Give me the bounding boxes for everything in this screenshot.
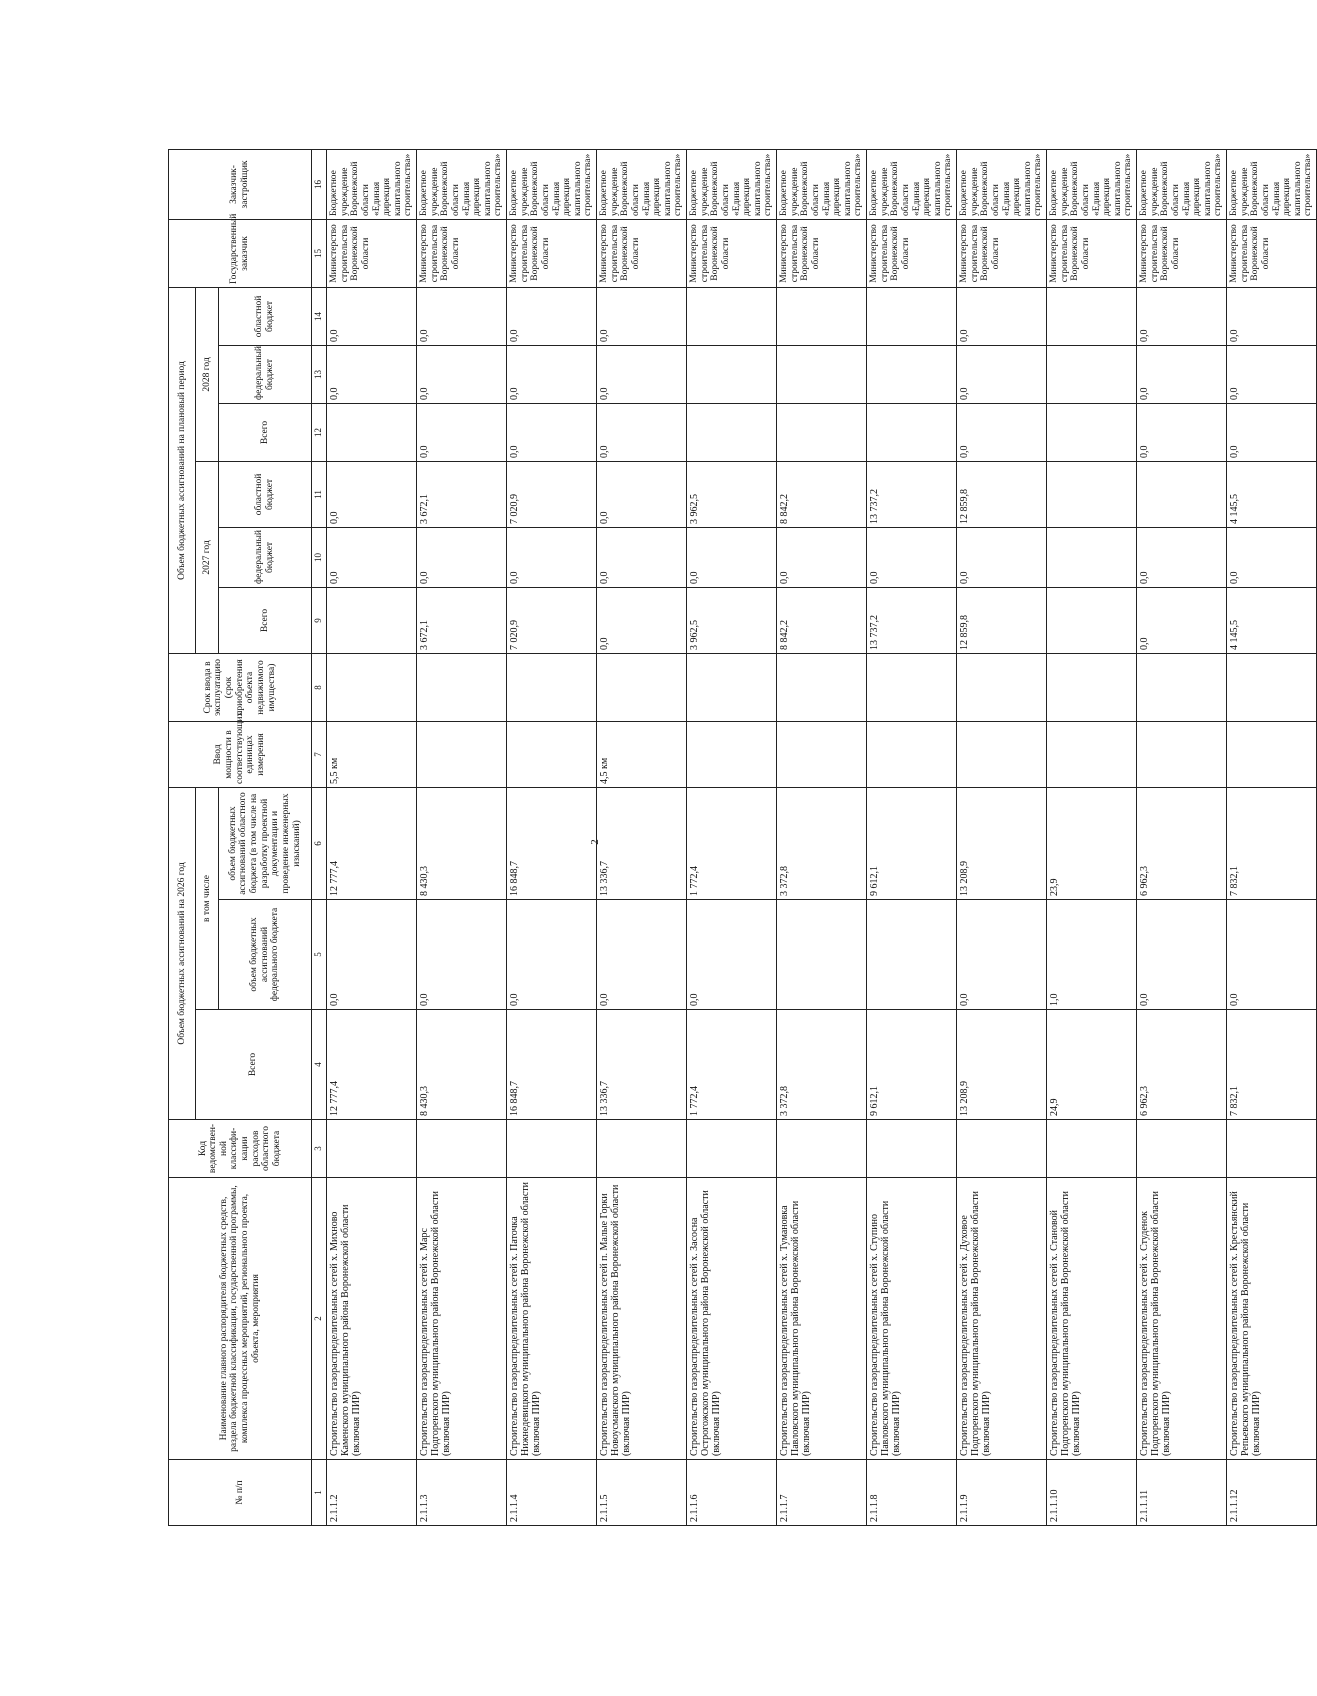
col-number: 14 xyxy=(312,287,327,345)
cell-deadline xyxy=(507,653,597,721)
cell-reg-2028 xyxy=(867,287,957,345)
cell-id: 2.1.1.10 xyxy=(1047,1460,1137,1526)
cell-fed-2027: 0,0 xyxy=(867,527,957,587)
cell-code xyxy=(867,1120,957,1178)
cell-total-2026: 3 372,8 xyxy=(777,1010,867,1120)
cell-reg-2028: 0,0 xyxy=(327,287,417,345)
table-row xyxy=(867,149,957,1525)
hdr-name: Наименование главного распорядителя бюджетных средств, раздела бюджетной классификации, государственной программы, комплекса процессных мероприятий, регионального проекта, объекта, мероприятия xyxy=(169,1178,312,1460)
cell-capacity xyxy=(1227,721,1317,787)
cell-fed-2026: 0,0 xyxy=(417,900,507,1010)
cell-fed-2026: 0,0 xyxy=(327,900,417,1010)
cell-reg-2026: 3 372,8 xyxy=(777,787,867,899)
cell-total-2027: 0,0 xyxy=(1137,587,1227,653)
col-number: 13 xyxy=(312,345,327,403)
cell-name: Строительство газораспределительных сетей п. Малые Горки Новоусманского муниципального района Воронежской области (включая ПИР) xyxy=(597,1178,687,1460)
cell-total-2028 xyxy=(687,403,777,461)
cell-fed-2027 xyxy=(1047,527,1137,587)
cell-owner: Министерство строительства Воронежской области xyxy=(417,219,507,287)
cell-reg-2028: 0,0 xyxy=(1137,287,1227,345)
hdr-code: Код ведомствен-ной классифи-кации расходов областного бюджета xyxy=(169,1120,312,1178)
col-number: 4 xyxy=(312,1010,327,1120)
cell-id: 2.1.1.11 xyxy=(1137,1460,1227,1526)
cell-reg-2026: 1 772,4 xyxy=(687,787,777,899)
cell-reg-2026: 9 612,1 xyxy=(867,787,957,899)
cell-total-2027: 7 020,9 xyxy=(507,587,597,653)
cell-total-2027: 0,0 xyxy=(597,587,687,653)
table-row xyxy=(777,149,867,1525)
cell-name: Строительство газораспределительных сетей х. Паточка Нижнедевицкого муниципального района Воронежской области (включая ПИР) xyxy=(507,1178,597,1460)
cell-fed-2028: 0,0 xyxy=(507,345,597,403)
cell-code xyxy=(327,1120,417,1178)
cell-fed-2026: 0,0 xyxy=(597,900,687,1010)
cell-total-2028: 0,0 xyxy=(597,403,687,461)
cell-capacity xyxy=(417,721,507,787)
col-number: 2 xyxy=(312,1178,327,1460)
cell-capacity xyxy=(1047,721,1137,787)
cell-fed-2028: 0,0 xyxy=(1227,345,1317,403)
table-row xyxy=(1227,149,1317,1525)
cell-owner: Министерство строительства Воронежской области xyxy=(1227,219,1317,287)
cell-customer: Бюджетное учреждение Воронежской области «Единая дирекция капитального строительства» xyxy=(867,149,957,219)
hdr-2027: 2027 год xyxy=(196,461,219,653)
cell-deadline xyxy=(327,653,417,721)
col-number: 16 xyxy=(312,149,327,219)
cell-name: Строительство газораспределительных сетей х. Ступино Павловского муниципального района Воронежской области (включая ПИР) xyxy=(867,1178,957,1460)
cell-reg-2028: 0,0 xyxy=(417,287,507,345)
hdr-reg-2027: областной бюджет xyxy=(219,461,312,527)
cell-name: Строительство газораспределительных сетей х. Тумановка Павловского муниципального района Воронежской области (включая ПИР) xyxy=(777,1178,867,1460)
cell-reg-2027: 13 737,2 xyxy=(867,461,957,527)
cell-fed-2028 xyxy=(687,345,777,403)
cell-name: Строительство газораспределительных сетей х. Марс Подгоренского муниципального района Воронежской области (включая ПИР) xyxy=(417,1178,507,1460)
table-row xyxy=(957,149,1047,1525)
cell-total-2027 xyxy=(1047,587,1137,653)
cell-reg-2026: 6 962,3 xyxy=(1137,787,1227,899)
cell-fed-2027: 0,0 xyxy=(597,527,687,587)
cell-owner: Министерство строительства Воронежской области xyxy=(777,219,867,287)
cell-fed-2028 xyxy=(777,345,867,403)
cell-reg-2026: 13 336,7 xyxy=(597,787,687,899)
cell-deadline xyxy=(867,653,957,721)
cell-deadline xyxy=(1047,653,1137,721)
cell-owner: Министерство строительства Воронежской области xyxy=(1047,219,1137,287)
table-row xyxy=(1047,149,1137,1525)
page-number: 2 xyxy=(588,839,601,845)
hdr-2028: 2028 год xyxy=(196,287,219,461)
cell-customer: Бюджетное учреждение Воронежской области «Единая дирекция капитального строительства» xyxy=(1137,149,1227,219)
cell-deadline xyxy=(1137,653,1227,721)
cell-capacity xyxy=(777,721,867,787)
cell-fed-2026: 0,0 xyxy=(1227,900,1317,1010)
hdr-customer: Заказчик-застройщик xyxy=(169,149,312,219)
cell-capacity xyxy=(1137,721,1227,787)
cell-total-2027: 4 145,5 xyxy=(1227,587,1317,653)
cell-total-2028 xyxy=(867,403,957,461)
table-body xyxy=(327,149,1317,1525)
hdr-total-2026: Всего xyxy=(196,1010,312,1120)
cell-fed-2028: 0,0 xyxy=(1137,345,1227,403)
cell-total-2028: 0,0 xyxy=(1227,403,1317,461)
col-number: 3 xyxy=(312,1120,327,1178)
cell-code xyxy=(957,1120,1047,1178)
table-header xyxy=(169,149,327,1525)
col-number: 9 xyxy=(312,587,327,653)
cell-code xyxy=(417,1120,507,1178)
cell-code xyxy=(507,1120,597,1178)
cell-total-2026: 16 848,7 xyxy=(507,1010,597,1120)
hdr-fed-2028: федеральный бюджет xyxy=(219,345,312,403)
cell-capacity xyxy=(867,721,957,787)
cell-customer: Бюджетное учреждение Воронежской области «Единая дирекция капитального строительства» xyxy=(777,149,867,219)
cell-customer: Бюджетное учреждение Воронежской области «Единая дирекция капитального строительства» xyxy=(597,149,687,219)
table-row xyxy=(327,149,417,1525)
cell-name: Строительство газораспределительных сетей х. Духовое Подгоренского муниципального района Воронежской области (включая ПИР) xyxy=(957,1178,1047,1460)
cell-capacity xyxy=(507,721,597,787)
col-number: 15 xyxy=(312,219,327,287)
cell-capacity xyxy=(957,721,1047,787)
rotated-table-wrapper xyxy=(168,150,1314,1526)
cell-total-2027: 8 842,2 xyxy=(777,587,867,653)
cell-customer: Бюджетное учреждение Воронежской области «Единая дирекция капитального строительства» xyxy=(1047,149,1137,219)
cell-owner: Министерство строительства Воронежской области xyxy=(597,219,687,287)
cell-id: 2.1.1.7 xyxy=(777,1460,867,1526)
table-row xyxy=(597,149,687,1525)
cell-fed-2028: 0,0 xyxy=(417,345,507,403)
cell-reg-2028: 0,0 xyxy=(1227,287,1317,345)
hdr-capacity: Ввод мощности в соответствующих единицах измерения xyxy=(169,721,312,787)
cell-code xyxy=(777,1120,867,1178)
cell-deadline xyxy=(777,653,867,721)
cell-reg-2026: 23,9 xyxy=(1047,787,1137,899)
cell-reg-2026: 7 832,1 xyxy=(1227,787,1317,899)
cell-owner: Министерство строительства Воронежской области xyxy=(1137,219,1227,287)
column-numbers-row xyxy=(312,149,327,1525)
table-row xyxy=(417,149,507,1525)
cell-name: Строительство газораспределительных сетей х. Становой Подгоренского муниципального района Воронежской области (включая ПИР) xyxy=(1047,1178,1137,1460)
cell-code xyxy=(1137,1120,1227,1178)
cell-reg-2027: 4 145,5 xyxy=(1227,461,1317,527)
col-number: 7 xyxy=(312,721,327,787)
col-number: 5 xyxy=(312,900,327,1010)
cell-customer: Бюджетное учреждение Воронежской области «Единая дирекция капитального строительства» xyxy=(417,149,507,219)
cell-code xyxy=(687,1120,777,1178)
cell-fed-2028 xyxy=(1047,345,1137,403)
table-row xyxy=(1137,149,1227,1525)
hdr-owner: Государственный заказчик xyxy=(169,219,312,287)
cell-reg-2027: 0,0 xyxy=(327,461,417,527)
cell-deadline xyxy=(597,653,687,721)
cell-code xyxy=(597,1120,687,1178)
cell-fed-2026: 0,0 xyxy=(687,900,777,1010)
cell-customer: Бюджетное учреждение Воронежской области «Единая дирекция капитального строительства» xyxy=(327,149,417,219)
cell-owner: Министерство строительства Воронежской области xyxy=(507,219,597,287)
hdr-num: № п/п xyxy=(169,1460,312,1526)
cell-deadline xyxy=(687,653,777,721)
cell-reg-2027 xyxy=(1137,461,1227,527)
cell-name: Строительство газораспределительных сетей х. Студенок Подгоренского муниципального района Воронежской области (включая ПИР) xyxy=(1137,1178,1227,1460)
cell-reg-2027: 3 962,5 xyxy=(687,461,777,527)
cell-fed-2026: 0,0 xyxy=(957,900,1047,1010)
cell-deadline xyxy=(1227,653,1317,721)
cell-fed-2026: 1,0 xyxy=(1047,900,1137,1010)
col-number: 8 xyxy=(312,653,327,721)
cell-fed-2027: 0,0 xyxy=(1137,527,1227,587)
cell-reg-2026: 8 430,3 xyxy=(417,787,507,899)
hdr-fed-2027: федеральный бюджет xyxy=(219,527,312,587)
cell-total-2027: 3 672,1 xyxy=(417,587,507,653)
cell-fed-2028: 0,0 xyxy=(597,345,687,403)
cell-owner: Министерство строительства Воронежской области xyxy=(957,219,1047,287)
cell-capacity: 5,5 км xyxy=(327,721,417,787)
cell-fed-2027: 0,0 xyxy=(687,527,777,587)
cell-id: 2.1.1.3 xyxy=(417,1460,507,1526)
cell-total-2026: 13 208,9 xyxy=(957,1010,1047,1120)
cell-total-2028 xyxy=(777,403,867,461)
cell-owner: Министерство строительства Воронежской области xyxy=(327,219,417,287)
cell-reg-2026: 16 848,7 xyxy=(507,787,597,899)
col-number: 1 xyxy=(312,1460,327,1526)
cell-fed-2027: 0,0 xyxy=(417,527,507,587)
cell-customer: Бюджетное учреждение Воронежской области «Единая дирекция капитального строительства» xyxy=(1227,149,1317,219)
cell-total-2026: 1 772,4 xyxy=(687,1010,777,1120)
cell-reg-2026: 12 777,4 xyxy=(327,787,417,899)
col-number: 11 xyxy=(312,461,327,527)
cell-code xyxy=(1227,1120,1317,1178)
cell-capacity: 4,5 км xyxy=(597,721,687,787)
cell-total-2028 xyxy=(1047,403,1137,461)
hdr-total-2028: Всего xyxy=(219,403,312,461)
hdr-group-plan: Объем бюджетных ассигнований на плановый период xyxy=(169,287,196,653)
hdr-reg-2028: областной бюджет xyxy=(219,287,312,345)
cell-id: 2.1.1.4 xyxy=(507,1460,597,1526)
cell-reg-2027: 7 020,9 xyxy=(507,461,597,527)
cell-fed-2027: 0,0 xyxy=(507,527,597,587)
cell-reg-2027 xyxy=(1047,461,1137,527)
cell-id: 2.1.1.12 xyxy=(1227,1460,1317,1526)
col-number: 12 xyxy=(312,403,327,461)
cell-reg-2028 xyxy=(1047,287,1137,345)
cell-reg-2028: 0,0 xyxy=(957,287,1047,345)
cell-reg-2028 xyxy=(687,287,777,345)
cell-reg-2027: 3 672,1 xyxy=(417,461,507,527)
cell-total-2026: 8 430,3 xyxy=(417,1010,507,1120)
cell-id: 2.1.1.6 xyxy=(687,1460,777,1526)
cell-id: 2.1.1.2 xyxy=(327,1460,417,1526)
cell-reg-2026: 13 208,9 xyxy=(957,787,1047,899)
hdr-deadline: Срок ввода в эксплуатацию (срок приобретения объекта недвижимого имущества) xyxy=(169,653,312,721)
hdr-group-2026: Объем бюджетных ассигнований на 2026 год xyxy=(169,787,196,1119)
cell-fed-2027: 0,0 xyxy=(327,527,417,587)
cell-fed-2027: 0,0 xyxy=(777,527,867,587)
cell-reg-2028 xyxy=(777,287,867,345)
cell-fed-2028: 0,0 xyxy=(327,345,417,403)
cell-fed-2026: 0,0 xyxy=(1137,900,1227,1010)
cell-reg-2027: 8 842,2 xyxy=(777,461,867,527)
cell-name: Строительство газораспределительных сетей х. Засосна Острогожского муниципального района Воронежской области (включая ПИР) xyxy=(687,1178,777,1460)
table-row xyxy=(507,149,597,1525)
cell-code xyxy=(1047,1120,1137,1178)
col-number: 10 xyxy=(312,527,327,587)
cell-fed-2027: 0,0 xyxy=(957,527,1047,587)
cell-total-2026: 6 962,3 xyxy=(1137,1010,1227,1120)
cell-total-2027: 3 962,5 xyxy=(687,587,777,653)
table-row xyxy=(687,149,777,1525)
cell-total-2027 xyxy=(327,587,417,653)
hdr-fed-2026: объем бюджетных ассигнований федерального бюджета xyxy=(219,900,312,1010)
cell-owner: Министерство строительства Воронежской области xyxy=(687,219,777,287)
col-number: 6 xyxy=(312,787,327,899)
cell-total-2028: 0,0 xyxy=(1137,403,1227,461)
cell-fed-2027: 0,0 xyxy=(1227,527,1317,587)
cell-reg-2028: 0,0 xyxy=(507,287,597,345)
cell-total-2028: 0,0 xyxy=(957,403,1047,461)
cell-fed-2026 xyxy=(867,900,957,1010)
cell-id: 2.1.1.5 xyxy=(597,1460,687,1526)
cell-fed-2026: 0,0 xyxy=(507,900,597,1010)
hdr-total-2027: Всего xyxy=(219,587,312,653)
budget-table xyxy=(168,149,1317,1526)
cell-total-2027: 13 737,2 xyxy=(867,587,957,653)
cell-fed-2028: 0,0 xyxy=(957,345,1047,403)
cell-total-2028: 0,0 xyxy=(417,403,507,461)
cell-reg-2027: 0,0 xyxy=(597,461,687,527)
cell-deadline xyxy=(417,653,507,721)
cell-owner: Министерство строительства Воронежской области xyxy=(867,219,957,287)
cell-fed-2026 xyxy=(777,900,867,1010)
cell-capacity xyxy=(687,721,777,787)
cell-total-2026: 24,9 xyxy=(1047,1010,1137,1120)
cell-name: Строительство газораспределительных сетей х. Михново Каменского муниципального района Воронежской области (включая ПИР) xyxy=(327,1178,417,1460)
hdr-reg-2026: объем бюджетных ассигнований областного бюджета (в том числе на разработку проектной документации и проведение инженерных изысканий) xyxy=(219,787,312,899)
cell-total-2027: 12 859,8 xyxy=(957,587,1047,653)
cell-total-2026: 12 777,4 xyxy=(327,1010,417,1120)
cell-customer: Бюджетное учреждение Воронежской области «Единая дирекция капитального строительства» xyxy=(957,149,1047,219)
cell-id: 2.1.1.8 xyxy=(867,1460,957,1526)
cell-total-2026: 13 336,7 xyxy=(597,1010,687,1120)
cell-customer: Бюджетное учреждение Воронежской области «Единая дирекция капитального строительства» xyxy=(687,149,777,219)
cell-reg-2028: 0,0 xyxy=(597,287,687,345)
hdr-in-that: в том числе xyxy=(196,787,219,1009)
cell-fed-2028 xyxy=(867,345,957,403)
cell-total-2026: 9 612,1 xyxy=(867,1010,957,1120)
cell-total-2026: 7 832,1 xyxy=(1227,1010,1317,1120)
cell-name: Строительство газораспределительных сетей х. Крестьянский Репьевского муниципального района Воронежской области (включая ПИР) xyxy=(1227,1178,1317,1460)
cell-reg-2027: 12 859,8 xyxy=(957,461,1047,527)
cell-customer: Бюджетное учреждение Воронежской области «Единая дирекция капитального строительства» xyxy=(507,149,597,219)
cell-id: 2.1.1.9 xyxy=(957,1460,1047,1526)
cell-total-2028: 0,0 xyxy=(507,403,597,461)
cell-deadline xyxy=(957,653,1047,721)
cell-total-2028 xyxy=(327,403,417,461)
